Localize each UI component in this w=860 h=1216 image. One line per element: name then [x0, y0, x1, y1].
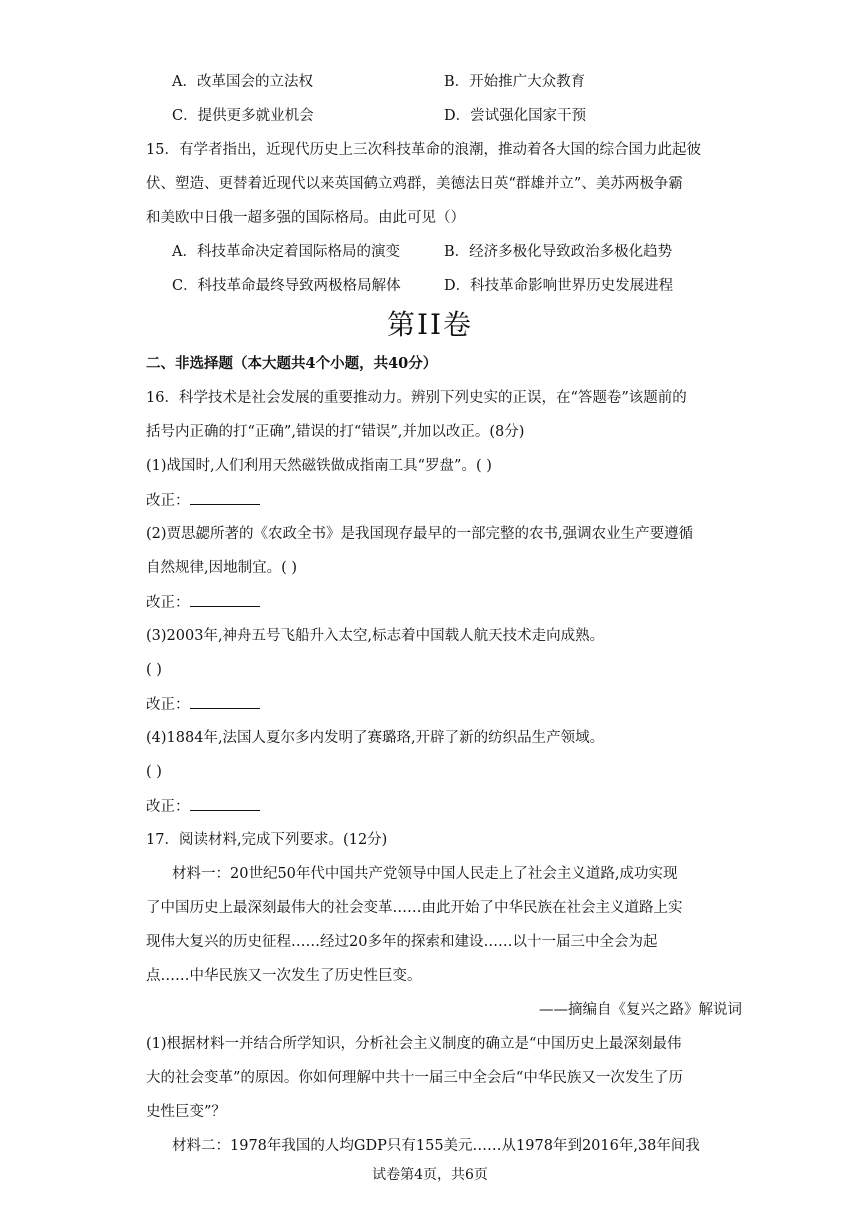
q16-item-1: (1)战国时,人们利用天然磁铁做成指南工具“罗盘”。( ) [146, 458, 492, 474]
answer-blank[interactable] [190, 490, 260, 505]
section-heading: 二、非选择题（本大题共4个小题，共40分） [146, 355, 438, 372]
section-title: 第II卷 [386, 308, 474, 341]
q16-stem-line-2: 括号内正确的打“正确”,错误的打“错误”,并加以改正。(8分) [146, 424, 525, 440]
q14-option-b: B．开始推广大众教育 [444, 74, 586, 90]
q15-option-a: A．科技革命决定着国际格局的演变 [172, 244, 400, 260]
fix-label: 改正： [146, 493, 190, 509]
q17-source: ——摘编自《复兴之路》解说词 [539, 1002, 742, 1018]
q17-material-1-line-3: 现伟大复兴的历史征程……经过20多年的探索和建设……以十一届三中全会为起 [146, 934, 658, 950]
q15-stem-line-1: 15．有学者指出，近现代历史上三次科技革命的浪潮，推动着各大国的综合国力此起彼 [146, 142, 701, 158]
q14-option-a: A．改革国会的立法权 [172, 74, 313, 90]
fix-label: 改正： [146, 697, 190, 713]
fix-label: 改正： [146, 595, 190, 611]
q16-item-2-line-2: 自然规律,因地制宜。( ) [146, 560, 298, 576]
answer-blank[interactable] [190, 592, 260, 607]
page-footer: 试卷第4页，共6页 [372, 1167, 488, 1183]
answer-blank[interactable] [190, 796, 260, 811]
q17-material-1-line-4: 点……中华民族又一次发生了历史性巨变。 [146, 968, 422, 984]
q16-item-4-paren: ( ) [146, 764, 162, 780]
q15-option-b: B．经济多极化导致政治多极化趋势 [444, 244, 673, 260]
q17-material-1-line-1: 材料一：20世纪50年代中国共产党领导中国人民走上了社会主义道路,成功实现 [172, 866, 678, 882]
q17-heading: 17．阅读材料,完成下列要求。(12分) [146, 832, 388, 848]
q17-ask-1-line-2: 大的社会变革”的原因。你如何理解中共十一届三中全会后“中华民族又一次发生了历 [146, 1070, 683, 1086]
q17-ask-1-line-3: 史性巨变”？ [146, 1104, 226, 1120]
q16-fix-4 [146, 796, 260, 817]
q16-item-2-line-1: (2)贾思勰所著的《农政全书》是我国现存最早的一部完整的农书,强调农业生产要遵循 [146, 526, 694, 542]
q17-material-2-line-1: 材料二：1978年我国的人均GDP只有155美元……从1978年到2016年,38年间我 [172, 1138, 700, 1154]
q16-item-3-paren: ( ) [146, 662, 162, 678]
q16-item-4: (4)1884年,法国人夏尔多内发明了赛璐珞,开辟了新的纺织品生产领域。 [146, 730, 605, 746]
q16-fix-3 [146, 694, 260, 715]
q16-fix-2 [146, 592, 260, 613]
q15-stem-line-3: 和美欧中日俄一超多强的国际格局。由此可见（） [146, 210, 465, 226]
q16-fix-1 [146, 490, 260, 511]
q14-option-d: D．尝试强化国家干预 [444, 108, 587, 124]
q15-stem-line-2: 伏、塑造、更替着近现代以来英国鹤立鸡群，美德法日英“群雄并立”、美苏两极争霸 [146, 176, 683, 192]
q15-option-c: C．科技革命最终导致两极格局解体 [172, 278, 401, 294]
q16-item-3: (3)2003年,神舟五号飞船升入太空,标志着中国载人航天技术走向成熟。 [146, 628, 605, 644]
q17-ask-1-line-1: (1)根据材料一并结合所学知识，分析社会主义制度的确立是“中国历史上最深刻最伟 [146, 1036, 682, 1052]
q15-option-d: D．科技革命影响世界历史发展进程 [444, 278, 674, 294]
answer-blank[interactable] [190, 694, 260, 709]
fix-label: 改正： [146, 799, 190, 815]
q17-material-1-line-2: 了中国历史上最深刻最伟大的社会变革……由此开始了中华民族在社会主义道路上实 [146, 900, 683, 916]
q16-stem-line-1: 16．科学技术是社会发展的重要推动力。辨别下列史实的正误，在“答题卷”该题前的 [146, 390, 687, 406]
q14-option-c: C．提供更多就业机会 [172, 108, 314, 124]
